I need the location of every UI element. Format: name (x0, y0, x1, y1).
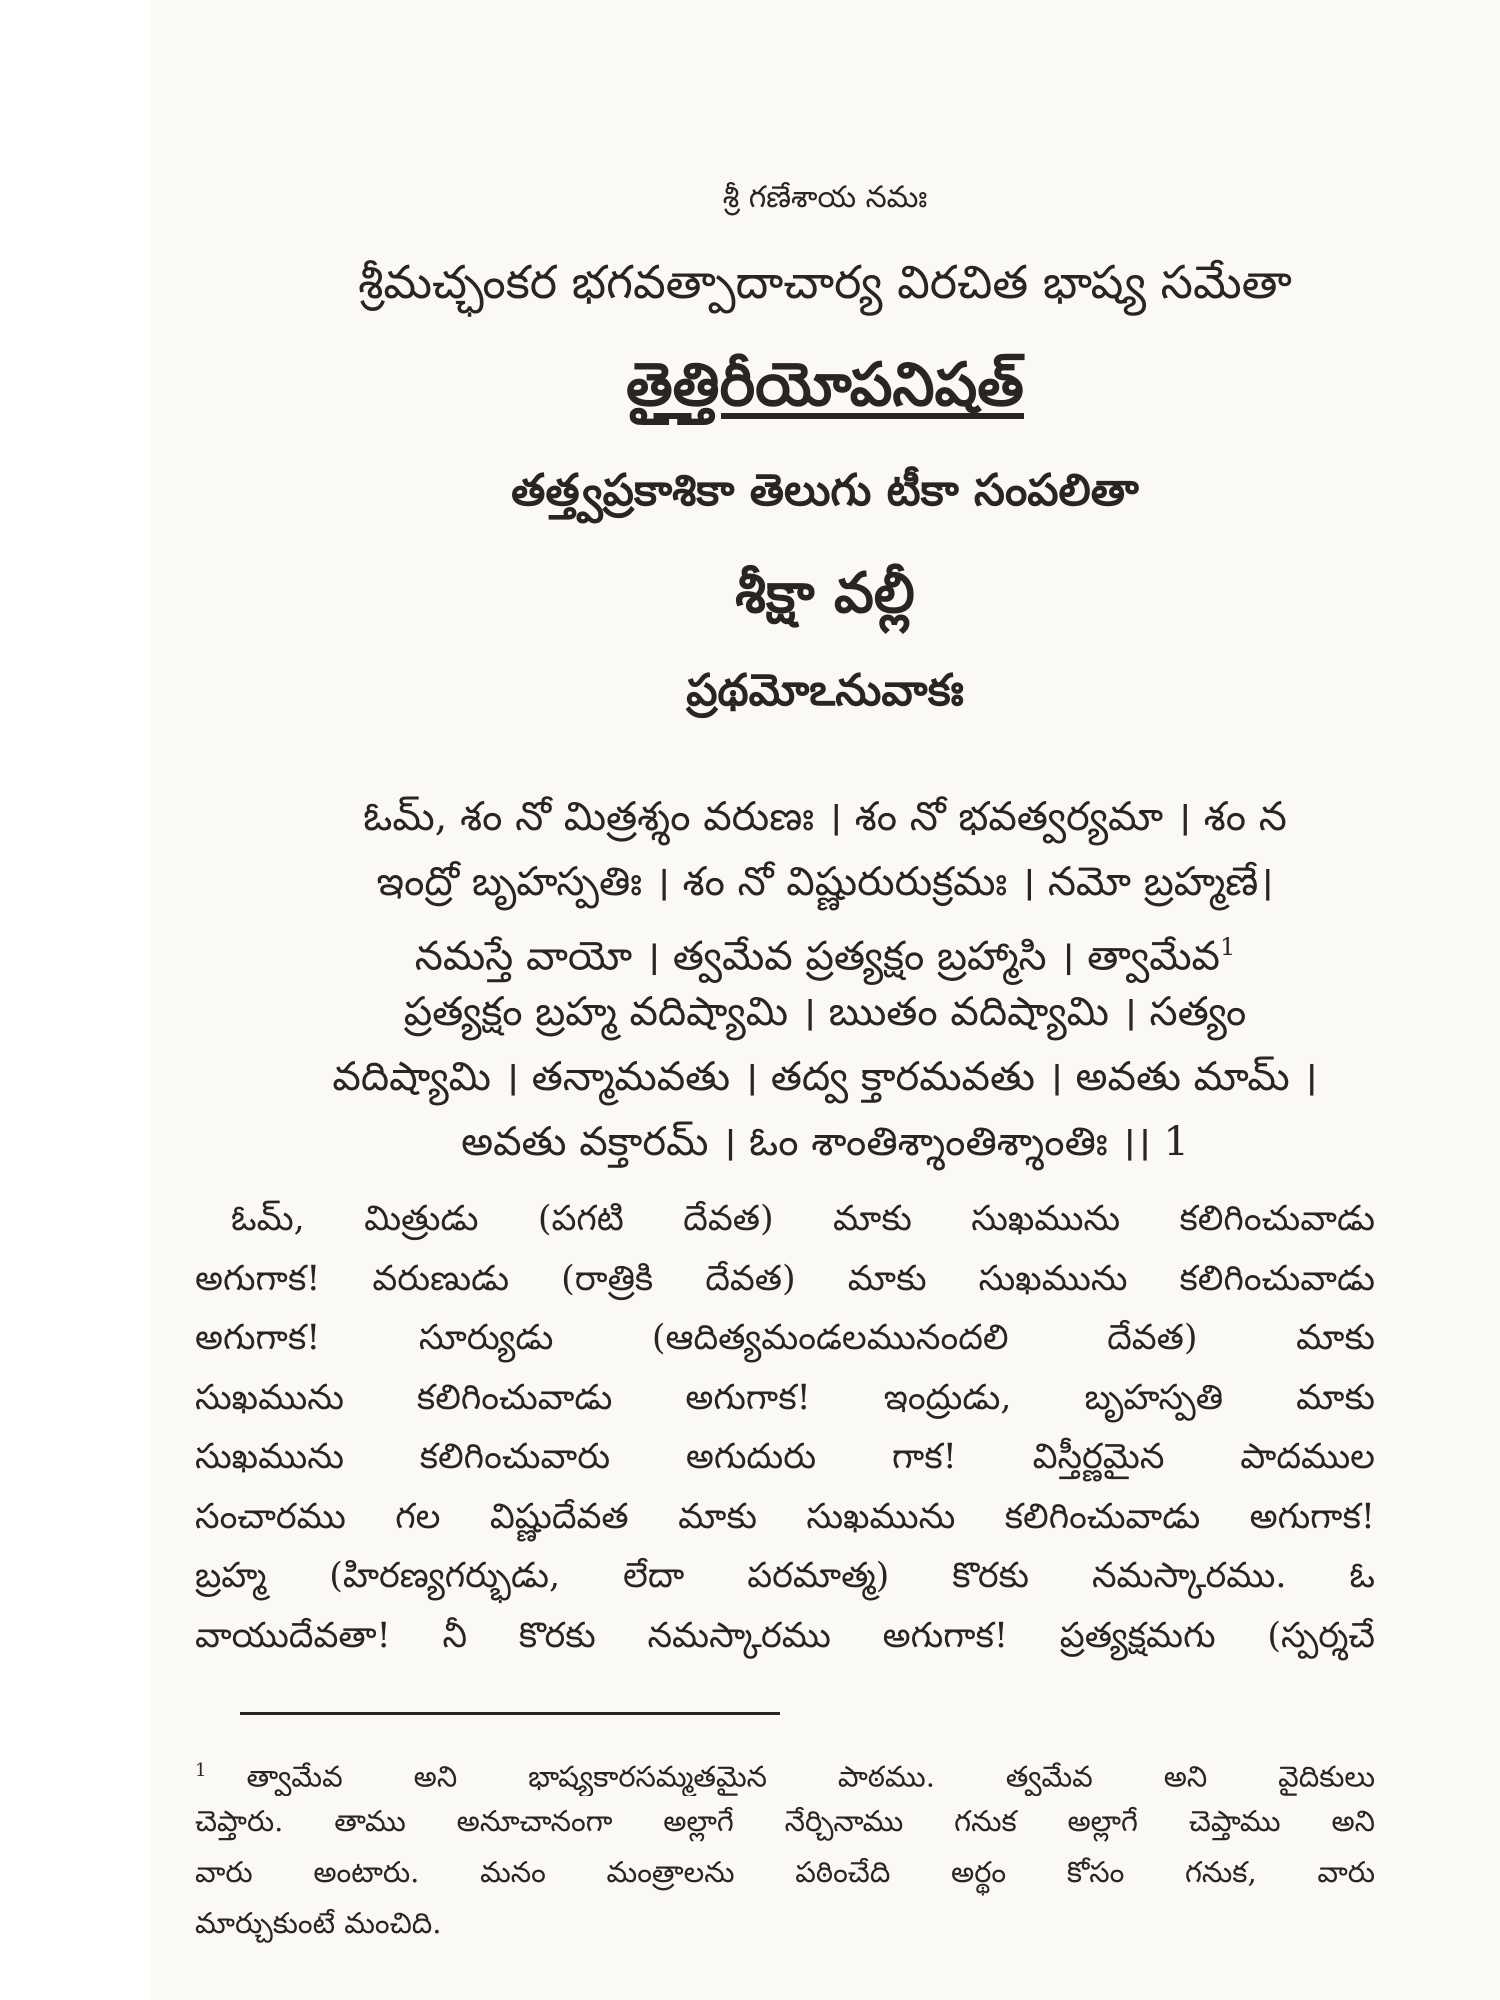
mantra-line: ప్రత్యక్షం బ్రహ్మ వదిష్యామి । ఋతం వదిష్యామి । సత్యం (403, 989, 1247, 1035)
title-line-1: శ్రీమచ్ఛంకర భగవత్పాదాచార్య విరచిత భాష్య సమేతా (358, 255, 1292, 309)
footnote (195, 1745, 1375, 1949)
mantra-line: ఓమ్, శం నో మిత్రశ్శం వరుణః । శం నో భవత్వర్యమా । శం న (363, 794, 1287, 840)
footnote-line-text: త్వామేవ అని భాష్యకారసమ్మతమైన పాఠము. త్వమేవ అని వైదికులు (246, 1759, 1375, 1794)
translation-line: బ్రహ్మ (హిరణ్యగర్భుడు, లేదా పరమాత్మ) కొరకు నమస్కారము. ఓ (195, 1556, 1375, 1596)
footnote-line: వారు అంటారు. మనం మంత్రాలను పఠించేది అర్థం కోసం గనుక, వారు (195, 1855, 1375, 1889)
translation-line: అగుగాక! వరుణుడు (రాత్రికి దేవత) మాకు సుఖమును కలిగించువాడు (195, 1258, 1375, 1299)
mantra-block (150, 785, 1500, 1175)
translation-line: అగుగాక! సూర్యుడు (ఆదిత్యమండలమునందలి దేవత) మాకు (195, 1318, 1375, 1358)
footnote-divider (240, 1712, 780, 1715)
translation-paragraph (195, 1190, 1375, 1666)
footnote-reference: 1 (1219, 933, 1236, 961)
mantra-line (150, 915, 1500, 980)
mantra-line: వదిష్యామి । తన్మామవతు । తద్వ క్తారమవతు । అవతు మామ్ । (332, 1054, 1318, 1100)
translation-line: సుఖమును కలిగించువాడు అగుగాక! ఇంద్రుడు, బృహస్పతి మాకు (195, 1377, 1375, 1418)
translation-line: వాయుదేవతా! నీ కొరకు నమస్కారము అగుగాక! ప్రత్యక్షమగు (స్పర్శచే (195, 1615, 1375, 1656)
invocation: శ్రీ గణేశాయ నమః (722, 180, 928, 215)
section-title: శీక్షా వల్లీ (735, 560, 915, 626)
translation-line: ఓమ్, మిత్రుడు (పగటి దేవత) మాకు సుఖమును కలిగించువాడు (231, 1199, 1375, 1239)
mantra-line: ఇంద్రో బృహస్పతిః । శం నో విష్ణురురుక్రమః । నమో బ్రహ్మణే। (376, 859, 1274, 905)
footnote-line: చెప్తారు. తాము అనూచానంగా అల్లాగే నేర్చినాము గనుక అల్లాగే చెప్తాము అని (195, 1804, 1375, 1838)
mantra-line-text: నమస్తే వాయో । త్వమేవ ప్రత్యక్షం బ్రహ్మాసి । త్వామేవ (414, 933, 1220, 980)
mantra-line: అవతు వక్తారమ్ । ఓం శాంతిశ్శాంతిశ్శాంతిః ।। 1 (461, 1119, 1189, 1165)
footnote-line (195, 1745, 1375, 1796)
footnote-marker: 1 (195, 1760, 207, 1781)
footnote-line: మార్చుకుంటే మంచిది. (195, 1906, 442, 1940)
commentary-title: తత్త్వప్రకాశికా తెలుగు టీకా సంపలితా (511, 465, 1139, 516)
translation-line: సంచారము గల విష్ణుదేవత మాకు సుఖమును కలిగించువాడు అగుగాక! (195, 1496, 1375, 1537)
book-page (150, 0, 1500, 2000)
upanishad-title: తైత్తిరీయోపనిషత్ (626, 350, 1024, 420)
translation-line: సుఖమును కలిగించువారు అగుదురు గాక! విస్తీర్ణమైన పాదముల (195, 1437, 1375, 1477)
chapter-title: ప్రథమోఽనువాకః (686, 665, 964, 716)
